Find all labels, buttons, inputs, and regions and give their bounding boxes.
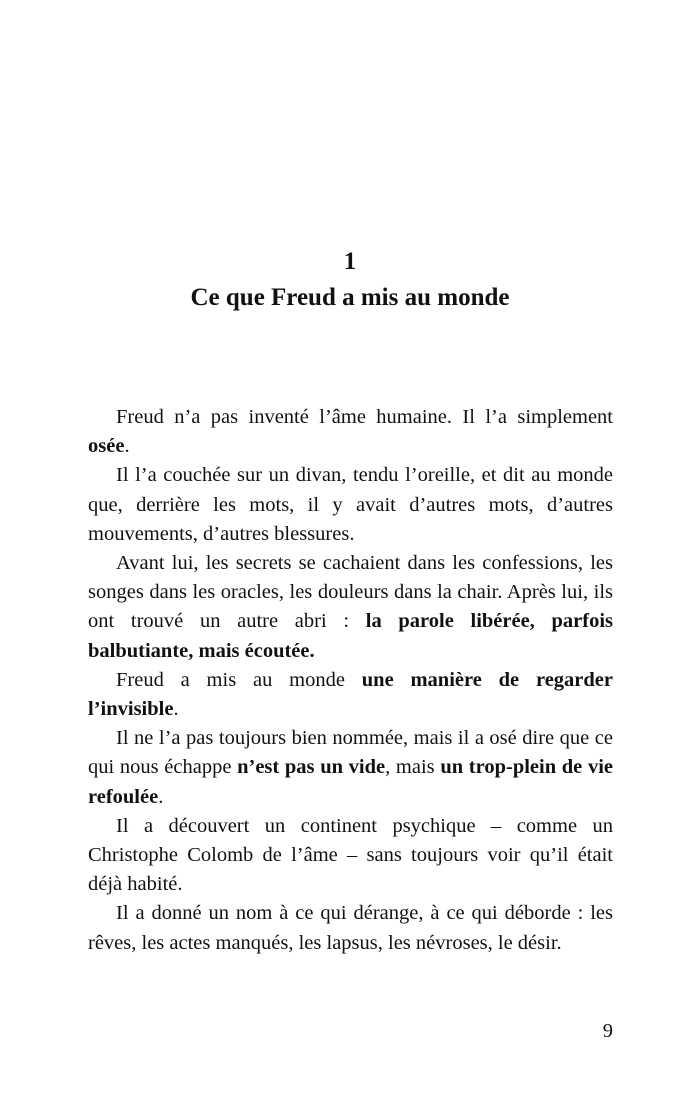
bold-run: un trop-plein de vie refoulée [88, 756, 613, 808]
chapter-number: 1 [343, 248, 357, 275]
text-run: . [158, 785, 164, 808]
paragraph [88, 724, 613, 812]
bold-run: la parole libérée, parfois balbutiante, mais écoutée. [88, 610, 614, 662]
text-run: . [173, 698, 179, 721]
text-run: Freud n’a pas inventé l’âme humaine. Il l’a simplement [116, 406, 613, 428]
text-run: Il a découvert un continent psychique – comme un Christophe Colomb de l’âme – sans toujours voir qu’il était déjà habité. [88, 814, 613, 896]
bold-run: une manière de regarder l’invisible [88, 668, 613, 721]
text-run: Il ne l’a pas toujours bien nommée, mais il a osé dire que ce qui nous échappe [88, 727, 613, 779]
chapter-title: Ce que Freud a mis au monde [190, 284, 510, 311]
paragraph [88, 549, 613, 666]
text-run: Freud a mis au monde [116, 668, 362, 691]
body-text [88, 403, 613, 958]
text-run: Il l’a couchée sur un divan, tendu l’oreille, et dit au monde que, derrière les mots, il y avait d’autres mots, d’autres mouvements, d’autres blessures. [88, 464, 613, 545]
bold-run: osée [88, 435, 125, 458]
text-run: Il a donné un nom à ce qui dérange, à ce qui déborde : les rêves, les actes manqués, les lapsus, les névroses, le désir. [88, 902, 613, 954]
page-number: 9 [602, 1020, 613, 1042]
text-run: Avant lui, les secrets se cachaient dans les confessions, les songes dans les oracles, les douleurs dans la chair. Après lui, ils ont trouvé un autre abri : [88, 552, 613, 633]
paragraph [88, 666, 613, 724]
text-run: . [124, 435, 130, 458]
text-run: , mais [385, 756, 441, 779]
paragraph [88, 461, 613, 549]
bold-run: n’est pas un vide [237, 756, 386, 779]
paragraph [88, 899, 613, 957]
paragraph [88, 403, 613, 461]
paragraph [88, 812, 613, 900]
